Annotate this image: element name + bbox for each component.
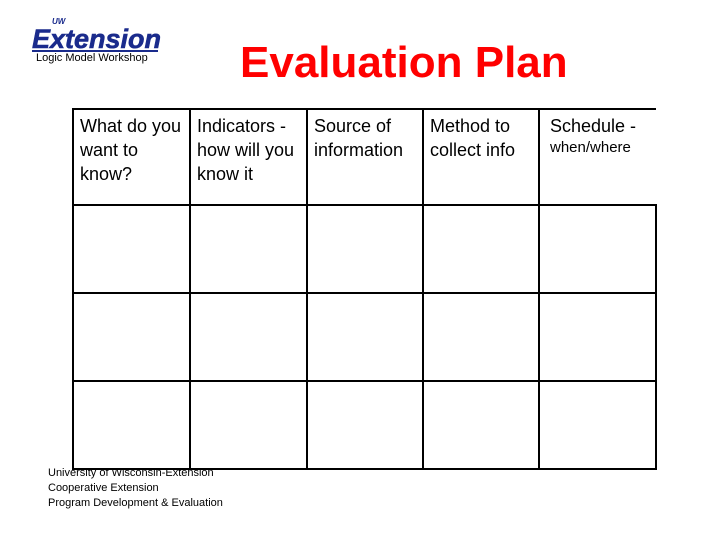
column-header-what: What do you want to know? <box>73 109 190 205</box>
table-cell[interactable] <box>73 205 190 293</box>
uw-extension-logo <box>30 14 165 54</box>
table-cell[interactable] <box>73 293 190 381</box>
table-cell[interactable] <box>423 205 539 293</box>
footer-line-cooperative: Cooperative Extension <box>48 482 159 494</box>
table-cell[interactable] <box>307 205 423 293</box>
table-cell[interactable] <box>73 381 190 469</box>
column-header-method: Method to collect info <box>423 109 539 205</box>
footer-line-program: Program Development & Evaluation <box>48 497 223 509</box>
table-cell[interactable] <box>190 205 307 293</box>
table-cell[interactable] <box>539 205 656 293</box>
svg-text:Extension: Extension <box>32 24 162 54</box>
table-cell[interactable] <box>539 293 656 381</box>
table-row <box>73 205 656 293</box>
svg-text:UW: UW <box>52 17 66 26</box>
table-cell[interactable] <box>423 293 539 381</box>
column-header-indicators: Indicators - how will you know it <box>190 109 307 205</box>
column-header-source: Source of information <box>307 109 423 205</box>
table-cell[interactable] <box>307 381 423 469</box>
column-header-schedule <box>539 109 656 205</box>
table-row <box>73 293 656 381</box>
table-cell[interactable] <box>307 293 423 381</box>
footer-line-university: University of Wisconsin-Extension <box>48 467 214 479</box>
page-title: Evaluation Plan <box>240 38 568 87</box>
header-row <box>73 109 656 205</box>
table-cell[interactable] <box>190 293 307 381</box>
workshop-label: Logic Model Workshop <box>36 52 148 64</box>
schedule-sub-label: when/where <box>550 139 631 156</box>
evaluation-plan-table <box>72 108 657 470</box>
schedule-label: Schedule - <box>550 116 637 136</box>
table-cell[interactable] <box>423 381 539 469</box>
table-row <box>73 381 656 469</box>
table-cell[interactable] <box>190 381 307 469</box>
footer-credits <box>48 466 223 511</box>
table-cell[interactable] <box>539 381 656 469</box>
